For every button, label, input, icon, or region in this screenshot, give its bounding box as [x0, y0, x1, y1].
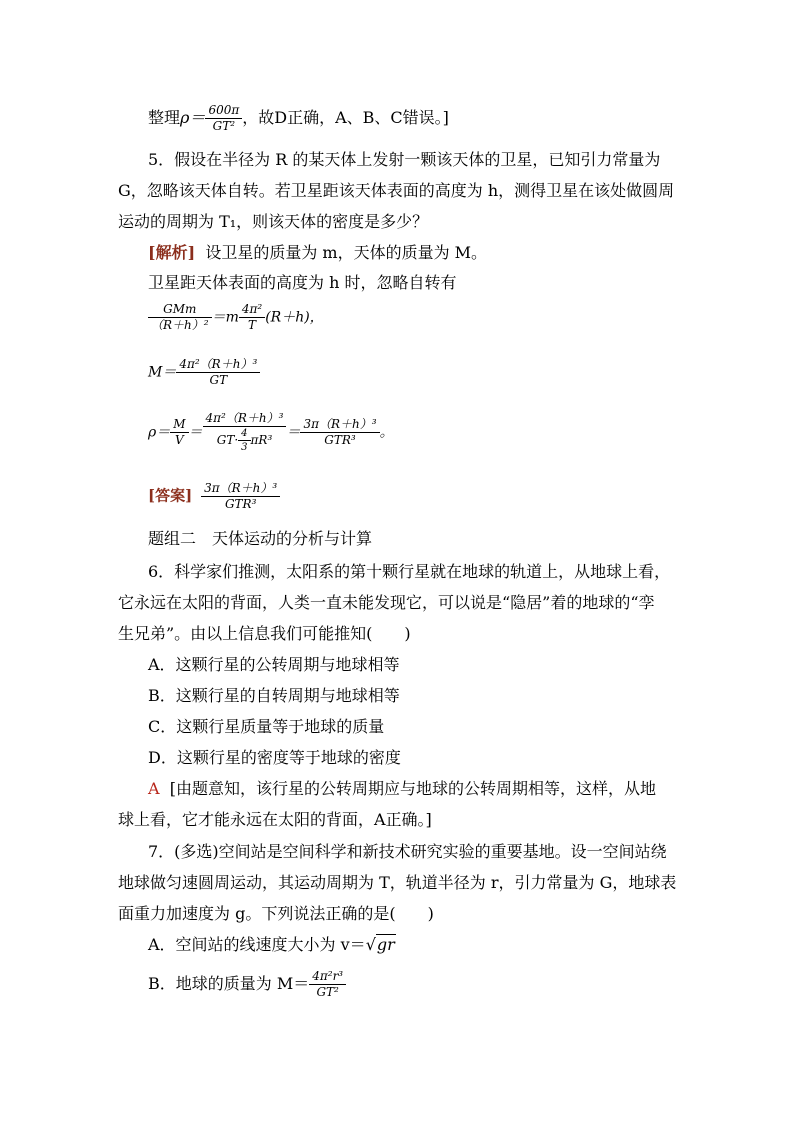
- fraction: [176, 358, 260, 387]
- text: ＝: [188, 424, 203, 441]
- text: πR³: [250, 433, 273, 447]
- text: ＝m: [211, 309, 239, 326]
- answer-tag: [答案]: [148, 486, 193, 505]
- text: M＝: [148, 364, 177, 381]
- q6-answer-line-1: [148, 778, 656, 800]
- analysis-tag: [解析]: [148, 243, 196, 262]
- numerator: GMm: [148, 303, 212, 318]
- q6-option-c: C．这颗行星质量等于地球的质量: [148, 717, 385, 736]
- numerator: 600π: [205, 104, 242, 119]
- q5-answer: [148, 482, 280, 511]
- fraction: [203, 412, 287, 453]
- text: 整理: [148, 108, 181, 127]
- text: [由题意知，该行星的公转周期应与地球的公转周期相等，这样，从地: [169, 779, 656, 798]
- fraction: [300, 418, 379, 447]
- fraction: [238, 428, 250, 453]
- conclusion-line: [148, 104, 449, 133]
- fraction: [170, 418, 188, 447]
- numerator: 4: [238, 428, 250, 441]
- denominator: GTR³: [324, 433, 356, 447]
- text: A．空间站的线速度大小为 v＝: [148, 935, 366, 954]
- q5-line-3: 运动的周期为 T₁，则该天体的密度是多少？: [118, 212, 429, 231]
- q6-option-d: D．这颗行星的密度等于地球的密度: [148, 748, 401, 767]
- section-heading: 题组二 天体运动的分析与计算: [148, 529, 373, 548]
- q5-line-2: G，忽略该天体自转。若卫星距该天体表面的高度为 h，测得卫星在该处做圆周: [118, 181, 675, 200]
- text: 设卫星的质量为 m，天体的质量为 M。: [205, 243, 488, 262]
- fraction: [205, 104, 242, 133]
- q7-option-b: [148, 970, 346, 999]
- numerator: 3π（R＋h）³: [300, 418, 379, 433]
- fraction: [201, 482, 280, 511]
- text: 。: [379, 424, 394, 441]
- denominator: GTR³: [224, 497, 257, 511]
- text: GT·: [216, 433, 239, 447]
- q5-analysis-line: [148, 242, 487, 264]
- q5-analysis-line-2: 卫星距天体表面的高度为 h 时，忽略自转有: [148, 273, 457, 292]
- q6-option-a: A．这颗行星的公转周期与地球相等: [148, 655, 400, 674]
- q5-line-1: 5．假设在半径为 R 的某天体上发射一颗该天体的卫星，已知引力常量为: [148, 150, 661, 169]
- text: ρ＝: [148, 424, 171, 441]
- q6-option-b: B．这颗行星的自转周期与地球相等: [148, 686, 400, 705]
- sqrt-symbol: √: [365, 935, 376, 954]
- numerator: 4π²（R＋h）³: [203, 412, 287, 427]
- q6-answer-line-2: 球上看，它才能永远在太阳的背面，A正确。]: [118, 810, 432, 829]
- numerator: 4π²: [239, 303, 265, 318]
- denominator: GT²: [316, 985, 339, 999]
- denominator: V: [175, 433, 184, 447]
- numerator: 4π²（R＋h）³: [176, 358, 260, 373]
- fraction: [309, 970, 346, 999]
- text: B．地球的质量为 M＝: [148, 974, 310, 993]
- answer-letter: A: [148, 779, 160, 798]
- denominator: T: [248, 318, 257, 332]
- equation-1: [148, 303, 324, 332]
- q6-line-1: 6．科学家们推测，太阳系的第十颗行星就在地球的轨道上，从地球上看，: [148, 562, 671, 581]
- text: (R＋h)，: [265, 309, 324, 326]
- text: ，故D正确，A、B、C错误。]: [242, 108, 449, 127]
- fraction: [148, 303, 212, 332]
- denominator: 3: [241, 442, 248, 453]
- q7-option-a: [148, 934, 396, 956]
- numerator: M: [170, 418, 188, 433]
- numerator: 3π（R＋h）³: [201, 482, 280, 497]
- q6-line-3: 生兄弟”。由以上信息我们可能推知( ): [118, 624, 411, 643]
- sqrt-content: gr: [376, 935, 395, 954]
- denominator: GT: [209, 373, 228, 387]
- rho-symbol: ρ＝: [180, 108, 206, 127]
- fraction: [239, 303, 265, 332]
- equation-2: [148, 358, 260, 387]
- equation-3: [148, 412, 394, 453]
- q6-line-2: 它永远在太阳的背面，人类一直未能发现它，可以说是“隐居”着的地球的“孪: [118, 593, 655, 612]
- q7-line-3: 面重力加速度为 g。下列说法正确的是( ): [118, 904, 434, 923]
- denominator: （R＋h）²: [151, 318, 209, 332]
- numerator: 4π²r³: [309, 970, 346, 985]
- q7-line-1: 7．(多选)空间站是空间科学和新技术研究实验的重要基地。设一空间站绕: [148, 842, 667, 861]
- denominator: [203, 427, 287, 453]
- q7-line-2: 地球做匀速圆周运动，其运动周期为 T，轨道半径为 r，引力常量为 G，地球表: [118, 873, 677, 892]
- denominator: GT²: [212, 119, 236, 133]
- text: ＝: [286, 424, 301, 441]
